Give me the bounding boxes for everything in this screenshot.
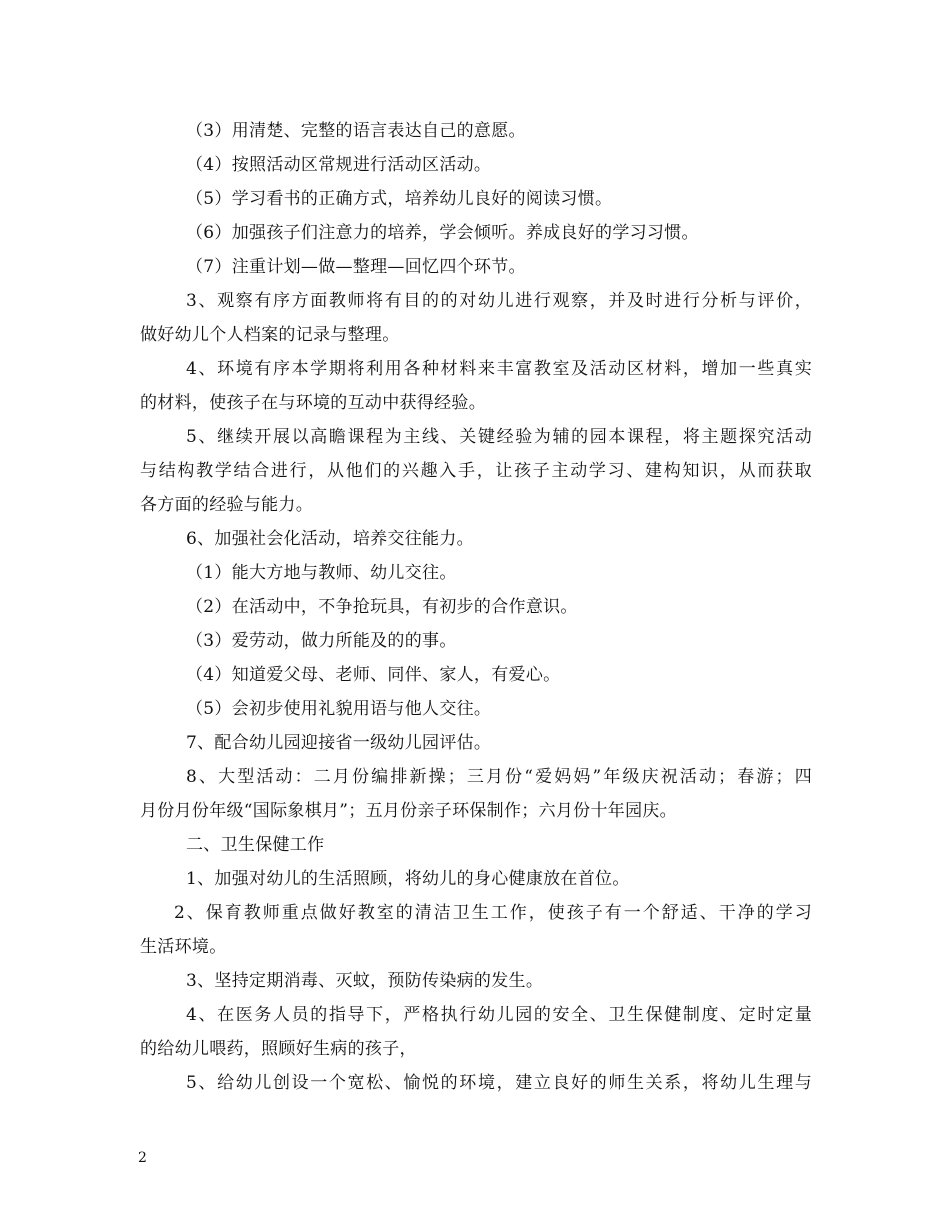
paragraph-line: 6、加强社会化活动，培养交往能力。	[186, 529, 474, 549]
paragraph-line: （1）能大方地与教师、幼儿交往。	[186, 563, 457, 583]
paragraph-line: 4、环境有序本学期将利用各种材料来丰富教室及活动区材料，增加一些真实	[186, 359, 812, 379]
paragraph-line: 5、给幼儿创设一个宽松、愉悦的环境，建立良好的师生关系，将幼儿生理与	[186, 1073, 812, 1093]
paragraph-line: 4、在医务人员的指导下，严格执行幼儿园的安全、卫生保健制度、定时定量	[186, 1005, 812, 1025]
section-heading: 二、卫生保健工作	[186, 835, 325, 855]
paragraph-line: （5）会初步使用礼貌用语与他人交往。	[186, 699, 492, 719]
paragraph-line: （3）用清楚、完整的语言表达自己的意愿。	[186, 121, 526, 141]
paragraph-line: （2）在活动中，不争抢玩具，有初步的合作意识。	[186, 597, 578, 617]
paragraph-line: （3）爱劳动，做力所能及的的事。	[186, 631, 457, 651]
paragraph-line: 各方面的经验与能力。	[140, 495, 313, 515]
paragraph-line: 5、继续开展以高瞻课程为主线、关键经验为辅的园本课程，将主题探究活动	[186, 427, 812, 447]
paragraph-line: 2、保育教师重点做好教室的清洁卫生工作，使孩子有一个舒适、干净的学习	[174, 903, 812, 923]
paragraph-line: 的材料，使孩子在与环境的互动中获得经验。	[140, 393, 486, 413]
paragraph-line: 与结构教学结合进行，从他们的兴趣入手，让孩子主动学习、建构知识，从而获取	[140, 461, 812, 481]
paragraph-line: 的给幼儿喂药，照顾好生病的孩子，	[140, 1039, 417, 1059]
paragraph-line: 做好幼儿个人档案的记录与整理。	[140, 325, 400, 345]
paragraph-line: （5）学习看书的正确方式，培养幼儿良好的阅读习惯。	[186, 189, 613, 209]
paragraph-line: 7、配合幼儿园迎接省一级幼儿园评估。	[186, 733, 492, 753]
paragraph-line: （7）注重计划—做—整理—回忆四个环节。	[186, 257, 526, 277]
paragraph-line: 3、观察有序方面教师将有目的的对幼儿进行观察，并及时进行分析与评价，	[186, 291, 812, 311]
paragraph-line: 3、坚持定期消毒、灭蚊，预防传染病的发生。	[186, 971, 544, 991]
paragraph-line: （4）知道爱父母、老师、同伴、家人，有爱心。	[186, 665, 561, 685]
paragraph-line: （4）按照活动区常规进行活动区活动。	[186, 155, 492, 175]
paragraph-line: （6）加强孩子们注意力的培养，学会倾听。养成良好的学习习惯。	[186, 223, 699, 243]
paragraph-line: 1、加强对幼儿的生活照顾，将幼儿的身心健康放在首位。	[186, 869, 630, 889]
page-number: 2	[138, 1150, 147, 1166]
paragraph-line: 月份月份年级“国际象棋月”；五月份亲子环保制作；六月份十年园庆。	[140, 801, 677, 821]
paragraph-line: 生活环境。	[140, 937, 227, 957]
paragraph-line: 8、大型活动：二月份编排新操；三月份“爱妈妈”年级庆祝活动；春游；四	[186, 767, 812, 787]
